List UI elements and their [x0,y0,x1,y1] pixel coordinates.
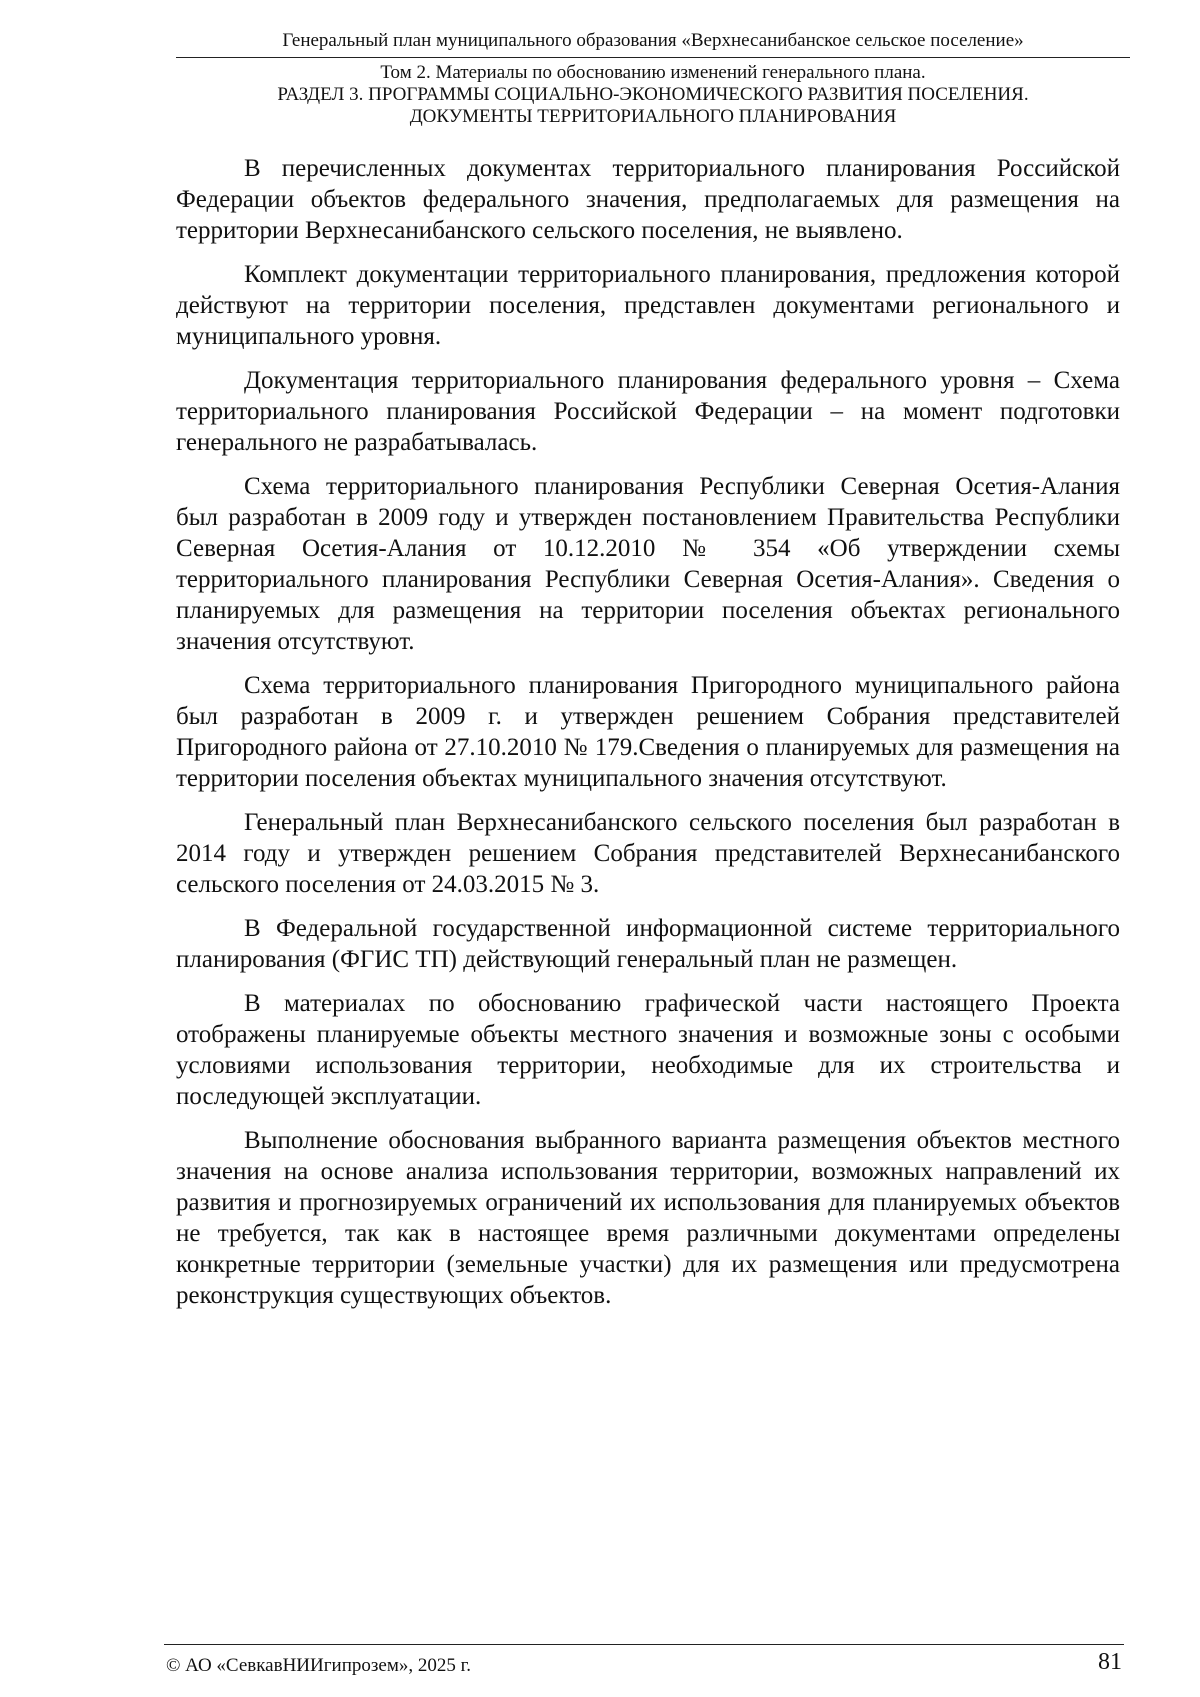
paragraph: Комплект документации территориального планирования, предложения которой действуют на территории поселения, представлен документами регионального и муниципального уровня. [176,261,1120,350]
document-title: Генеральный план муниципального образования «Верхнесанибанское сельское поселение» [176,30,1130,58]
header-subtitle [176,62,1130,128]
paragraph: В материалах по обоснованию графической части настоящего Проекта отображены планируемые объекты местного значения и возможные зоны с особыми условиями использования территории, необходимые для их строительства и последующей эксплуатации. [176,990,1120,1110]
paragraph: Генеральный план Верхнесанибанского сельского поселения был разработан в 2014 году и утвержден решением Собрания представителей Верхнесанибанского сельского поселения от 24.03.2015 № 3. [176,809,1120,898]
paragraph: В Федеральной государственной информационной системе территориального планирования (ФГИС ТП) действующий генеральный план не размещен. [176,915,1120,973]
paragraph: Документация территориального планирования федерального уровня – Схема территориального планирования Российской Федерации – на момент подготовки генерального не разрабатывалась. [176,367,1120,456]
footer-copyright: © АО «СевкавНИИгипрозем», 2025 г. [166,1655,471,1676]
paragraph: В перечисленных документах территориального планирования Российской Федерации объектов федерального значения, предполагаемых для размещения на территории Верхнесанибанского сельского поселения, не выявлено. [176,155,1120,244]
body-text [176,153,1120,1324]
paragraph: Схема территориального планирования Пригородного муниципального района был разработан в 2009 г. и утвержден решением Собрания представителей Пригородного района от 27.10.2010 № 179.Сведения о планируемых для размещения на территории поселения объектах муниципального значения отсутствуют. [176,672,1120,792]
paragraph: Схема территориального планирования Республики Северная Осетия-Алания был разработан в 2009 году и утвержден постановлением Правительства Республики Северная Осетия-Алания от 10.12.2010 № 354 «Об утверждении схемы территориального планирования Республики Северная Осетия-Алания». Сведения о планируемых для размещения на территории поселения объектах регионального значения отсутствуют. [176,473,1120,655]
paragraph: Выполнение обоснования выбранного варианта размещения объектов местного значения на основе анализа использования территории, возможных направлений их развития и прогнозируемых ограничений их использования для планируемых объектов не требуется, так как в настоящее время различными документами определены конкретные территории (земельные участки) для их размещения или предусмотрена реконструкция существующих объектов. [176,1127,1120,1309]
page-footer [164,1644,1124,1676]
section-line-1: РАЗДЕЛ 3. ПРОГРАММЫ СОЦИАЛЬНО-ЭКОНОМИЧЕСКОГО РАЗВИТИЯ ПОСЕЛЕНИЯ. [277,84,1029,105]
section-line-2: ДОКУМЕНТЫ ТЕРРИТОРИАЛЬНОГО ПЛАНИРОВАНИЯ [409,106,897,127]
volume-line: Том 2. Материалы по обоснованию изменений генерального плана. [380,62,926,83]
page-number: 81 [1098,1649,1122,1675]
page-header [176,30,1130,128]
